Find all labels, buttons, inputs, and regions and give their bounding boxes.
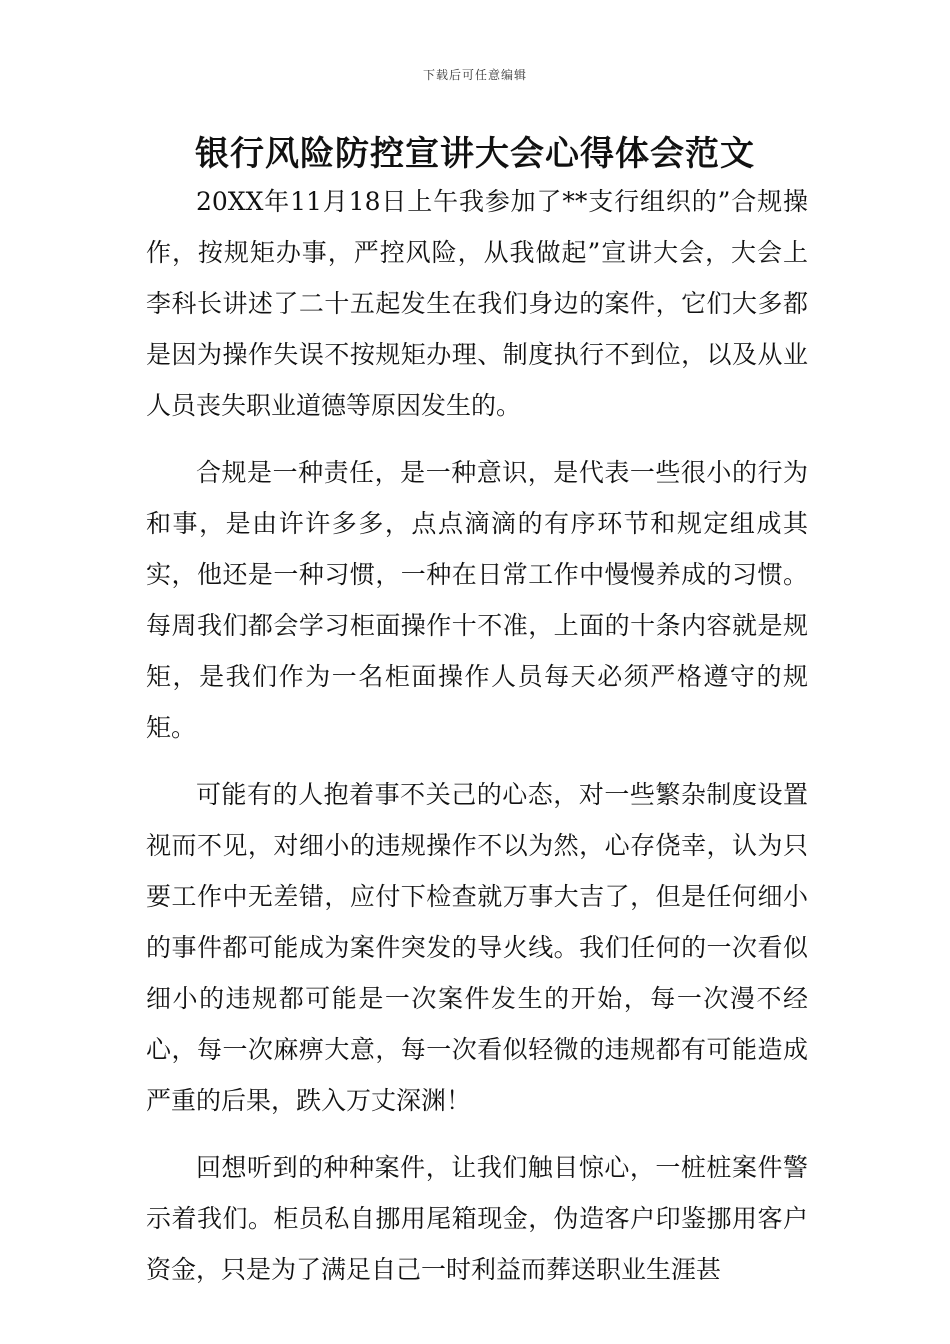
document-title: 银行风险防控宣讲大会心得体会范文 <box>195 134 755 174</box>
paragraph-1: 20XX年11月18日上午我参加了**支行组织的”合规操作，按规矩办事，严控风险，从我做起”宣讲大会，大会上李科长讲述了二十五起发生在我们身边的案件，它们大多都是因为操作失误不按规矩办理、制度执行不到位，以及从业人员丧失职业道德等原因发生的。 <box>146 187 808 420</box>
document-body <box>146 176 808 1295</box>
paragraph-3: 可能有的人抱着事不关己的心态，对一些繁杂制度设置视而不见，对细小的违规操作不以为然，心存侥幸，认为只要工作中无差错，应付下检查就万事大吉了，但是任何细小的事件都可能成为案件突发的导火线。我们任何的一次看似细小的违规都可能是一次案件发生的开始，每一次漫不经心，每一次麻痹大意，每一次看似轻微的违规都有可能造成严重的后果，跌入万丈深渊！ <box>146 780 808 1115</box>
paragraph-4: 回想听到的种种案件，让我们触目惊心，一桩桩案件警示着我们。柜员私自挪用尾箱现金，伪造客户印鉴挪用客户资金，只是为了满足自己一时利益而葬送职业生涯甚 <box>146 1153 808 1284</box>
paragraph-2: 合规是一种责任，是一种意识，是代表一些很小的行为和事，是由许许多多，点点滴滴的有序环节和规定组成其实，他还是一种习惯，一种在日常工作中慢慢养成的习惯。每周我们都会学习柜面操作十不准，上面的十条内容就是规矩，是我们作为一名柜面操作人员每天必须严格遵守的规矩。 <box>146 458 808 742</box>
header-note: 下载后可任意编辑 <box>422 68 527 82</box>
